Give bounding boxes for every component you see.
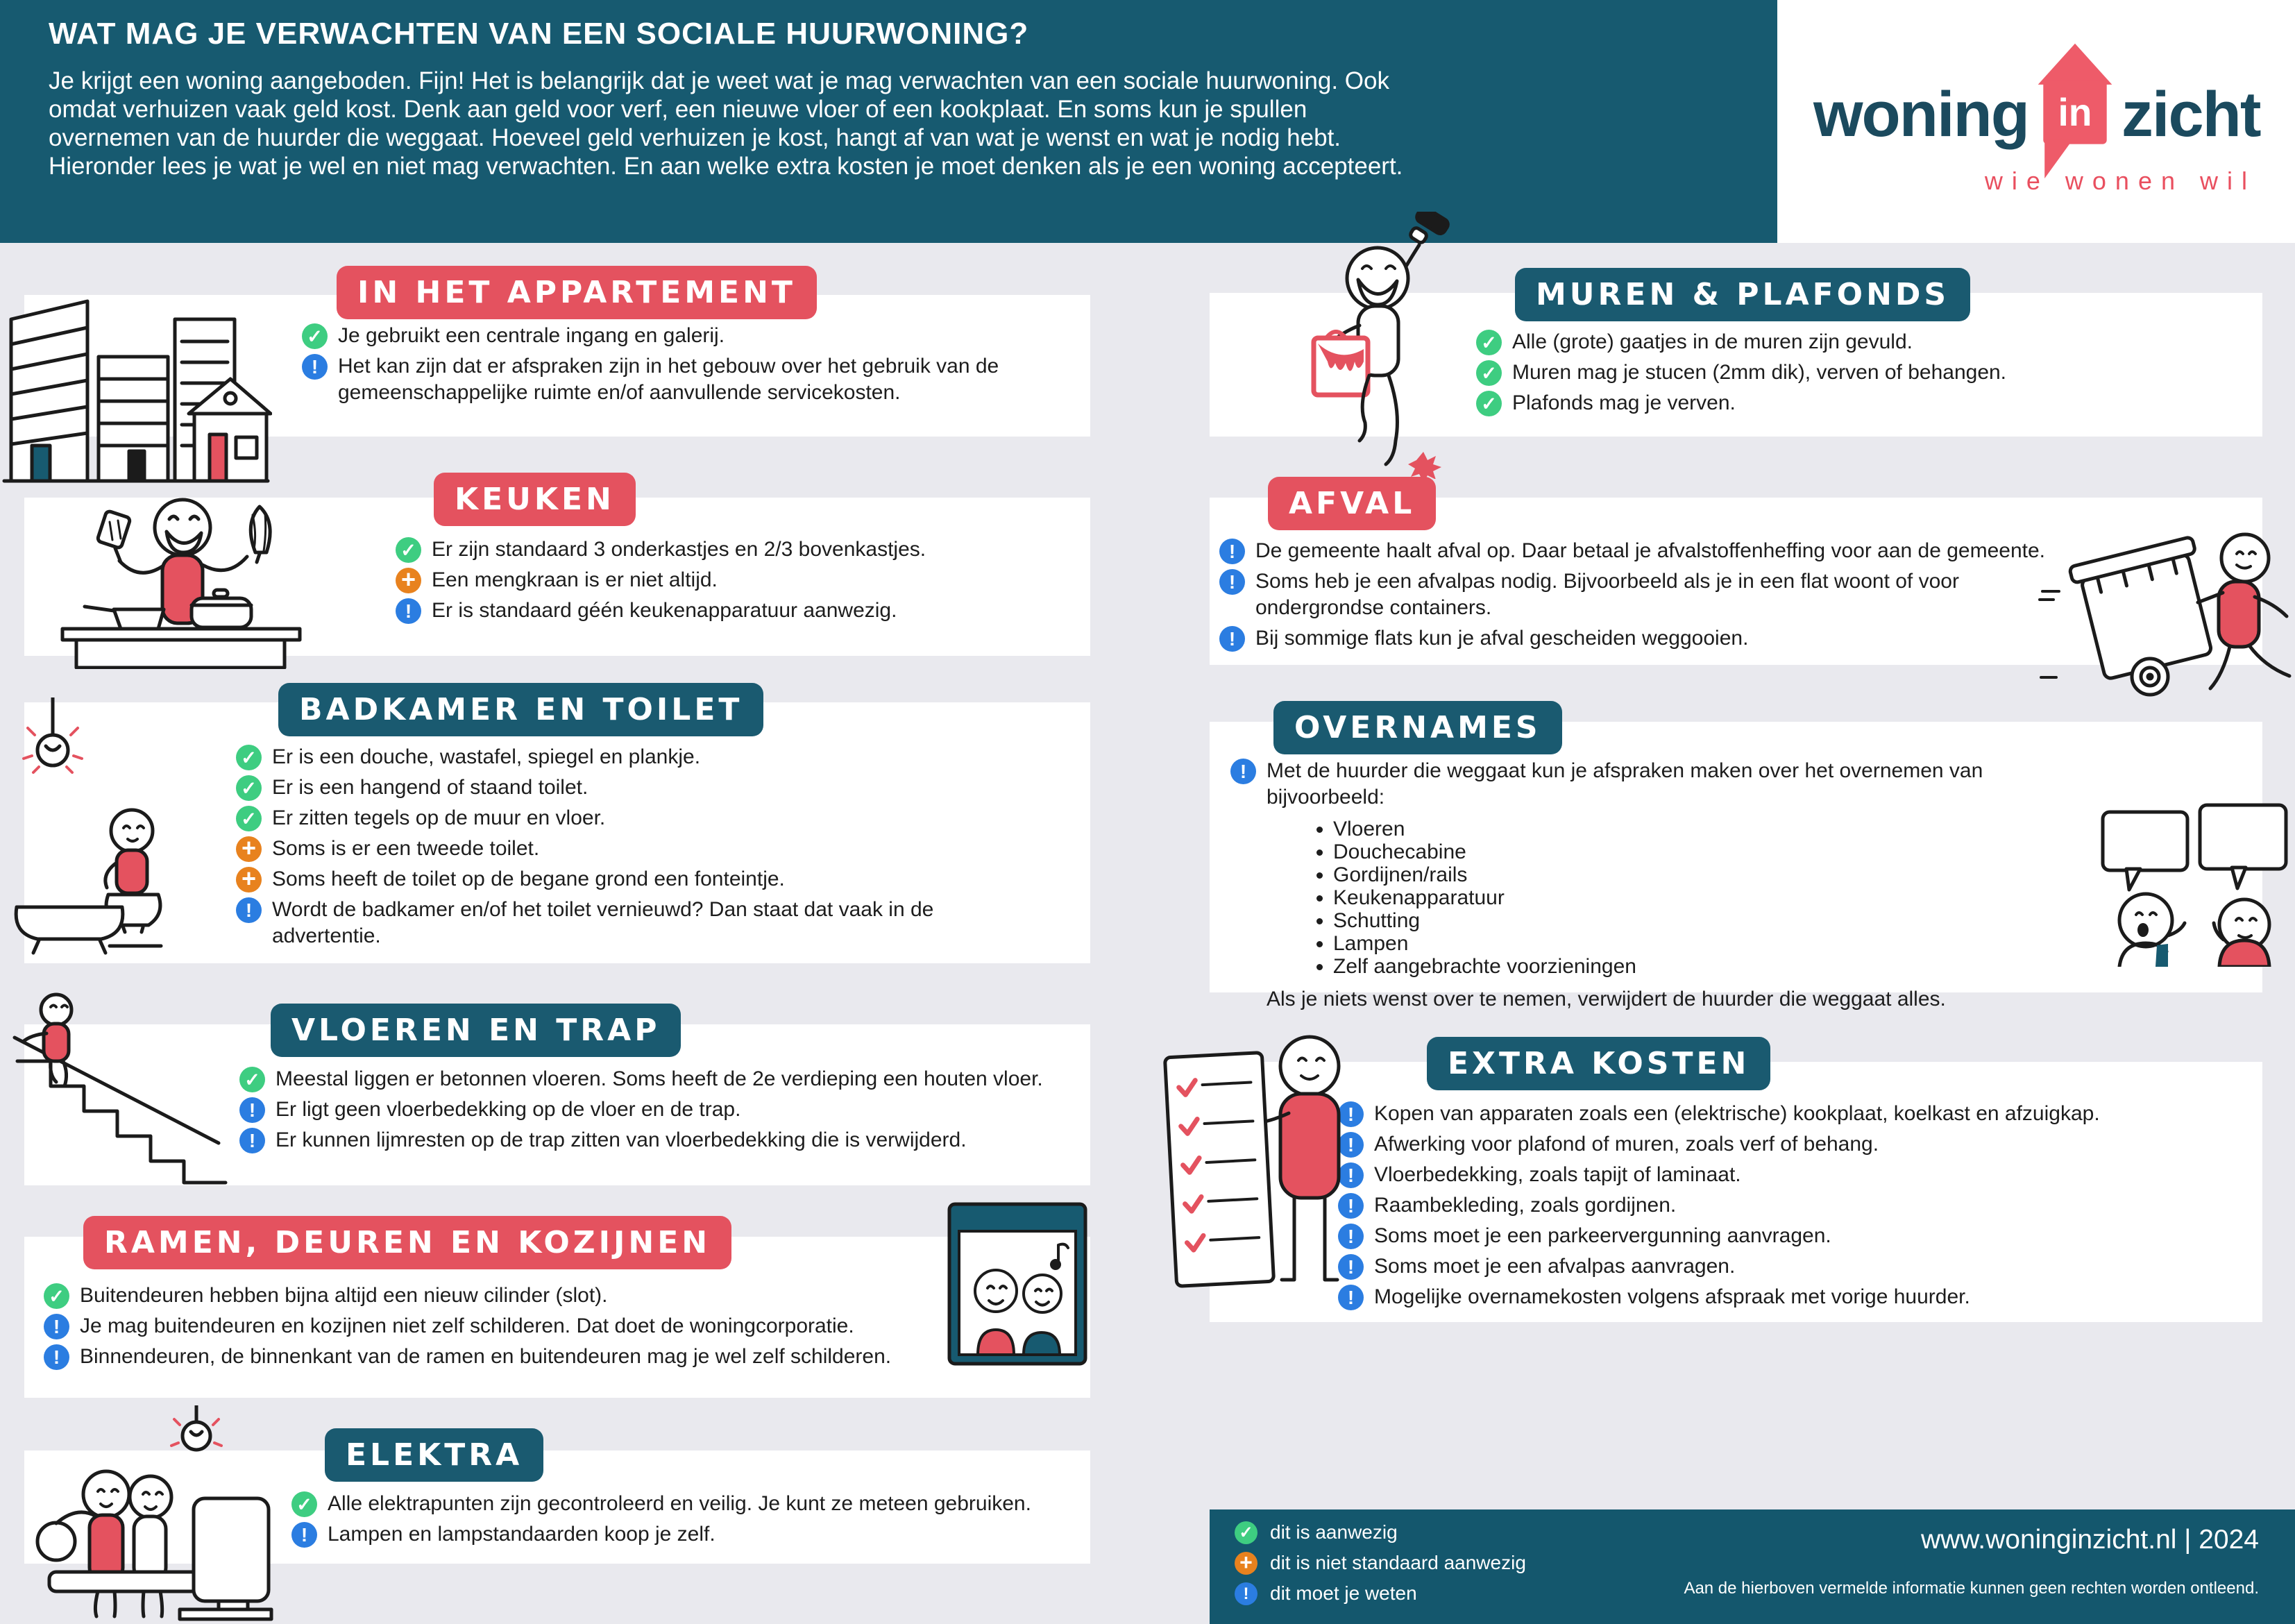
list-item xyxy=(1476,329,2249,355)
info-icon xyxy=(1338,1285,1364,1310)
check-icon xyxy=(1476,391,1502,416)
check-icon xyxy=(236,806,262,831)
item-text: Er is een douche, wastafel, spiegel en plankje. xyxy=(272,745,701,768)
info-icon xyxy=(291,1522,317,1548)
item-text: Er zitten tegels op de muur en vloer. xyxy=(272,806,606,829)
disclaimer-text: Aan de hierboven vermelde informatie kunnen geen rechten worden ontleend. xyxy=(1684,1579,2259,1598)
bullet-item: • Zelf aangebrachte voorzieningen xyxy=(1333,955,2262,978)
item-text: Alle elektrapunten zijn gecontroleerd en veilig. Je kunt ze meteen gebruiken. xyxy=(328,1492,1031,1515)
svg-text:in: in xyxy=(2058,90,2092,134)
section-vloeren-en-trap xyxy=(24,1013,1090,1185)
website-and-year: www.woninginzicht.nl | 2024 xyxy=(1920,1525,2259,1555)
item-text: Er ligt geen vloerbedekking op de vloer en de trap. xyxy=(276,1098,741,1121)
item-text: Een mengkraan is er niet altijd. xyxy=(432,568,718,591)
check-icon xyxy=(1476,330,1502,355)
chip-ramen-deuren-en-kozijnen: RAMEN, DEUREN EN KOZIJNEN xyxy=(83,1216,731,1269)
check-icon xyxy=(291,1491,317,1517)
section-ramen-deuren-en-kozijnen xyxy=(24,1225,1090,1398)
intro-line: Hieronder lees je wat je wel en niet mag verwachten. En aan welke extra kosten je moet denken als je een woning accepteert. xyxy=(49,153,1403,180)
legend-item xyxy=(1235,1551,1526,1575)
legend xyxy=(1235,1521,1526,1605)
item-text: Soms is er een tweede toilet. xyxy=(272,837,540,860)
list-item xyxy=(1476,360,2249,386)
item-text: Soms moet je een afvalpas aanvragen. xyxy=(1374,1255,1736,1278)
item-text: Er is standaard géén keukenapparatuur aanwezig. xyxy=(432,599,897,622)
item-text: Afwerking voor plafond of muren, zoals verf of behang. xyxy=(1374,1133,1879,1156)
list-item xyxy=(396,567,1076,593)
list-item xyxy=(1219,625,2075,652)
list-item xyxy=(236,836,1010,862)
info-icon xyxy=(1219,569,1245,595)
bullet-item: • Schutting xyxy=(1333,909,2262,932)
section-elektra xyxy=(24,1437,1090,1564)
item-text: Wordt de badkamer en/of het toilet vernieuwd? Dan staat dat vaak in de advertentie. xyxy=(272,898,934,947)
info-icon xyxy=(1338,1254,1364,1280)
list-item xyxy=(1230,758,2089,811)
list-item xyxy=(396,536,1076,563)
info-icon xyxy=(1338,1162,1364,1188)
bullet-item: • Douchecabine xyxy=(1333,840,2262,863)
header-banner xyxy=(0,0,1777,243)
legend-label: dit is niet standaard aanwezig xyxy=(1270,1552,1526,1573)
check-icon xyxy=(396,537,421,563)
item-text: Het kan zijn dat er afspraken zijn in het gebouw over het gebruik van de gemeenschappelijke ruimte en/of aanvullende servicekosten. xyxy=(338,355,999,404)
info-icon xyxy=(44,1314,69,1339)
item-text: Soms heeft de toilet op de begane grond een fonteintje. xyxy=(272,868,785,890)
overnames-bullet-list xyxy=(1314,818,2262,978)
item-text: Je mag buitendeuren en kozijnen niet zelf schilderen. Dat doet de woningcorporatie. xyxy=(80,1314,854,1337)
item-text: Er kunnen lijmresten op de trap zitten van vloerbedekking die is verwijderd. xyxy=(276,1128,967,1151)
item-text: De gemeente haalt afval op. Daar betaal je afvalstoffenheffing voor aan de gemeente. xyxy=(1255,539,2046,562)
chip-overnames: OVERNAMES xyxy=(1273,701,1562,754)
list-item xyxy=(291,1491,1076,1517)
plus-icon xyxy=(396,568,421,593)
check-icon xyxy=(236,775,262,801)
item-text: Vloerbedekking, zoals tapijt of laminaat. xyxy=(1374,1163,1741,1186)
info-icon xyxy=(239,1128,265,1153)
item-text: Alle (grote) gaatjes in de muren zijn gevuld. xyxy=(1512,330,1913,353)
info-icon xyxy=(1338,1193,1364,1219)
logo-panel xyxy=(1777,0,2295,243)
item-text: Muren mag je stucen (2mm dik), verven of behangen. xyxy=(1512,361,2007,384)
item-text: Met de huurder die weggaat kun je afspraken maken over het overnemen van bijvoorbeeld: xyxy=(1267,759,1983,809)
info-icon xyxy=(1235,1582,1257,1605)
chip-extra-kosten: EXTRA KOSTEN xyxy=(1427,1037,1770,1090)
item-text: Mogelijke overnamekosten volgens afspraak met vorige huurder. xyxy=(1374,1285,1970,1308)
list-item xyxy=(302,323,1069,349)
section-afval xyxy=(1210,486,2262,665)
list-item xyxy=(302,353,1069,406)
logo-house-icon xyxy=(2034,41,2116,183)
section-extra-kosten xyxy=(1210,1046,2262,1322)
check-icon xyxy=(1235,1521,1257,1544)
info-icon xyxy=(236,897,262,923)
overnames-outro: Als je niets wenst over te nemen, verwijdert de huurder die weggaat alles. xyxy=(1267,988,1946,1010)
list-item xyxy=(236,866,1010,893)
list-item xyxy=(1219,568,2075,621)
list-item xyxy=(1338,1223,2249,1249)
chip-in-het-appartement: IN HET APPARTEMENT xyxy=(337,266,817,319)
info-icon xyxy=(1338,1101,1364,1127)
info-icon xyxy=(1230,759,1256,784)
item-text: Meestal liggen er betonnen vloeren. Soms heeft de 2e verdieping een houten vloer. xyxy=(276,1067,1043,1090)
list-item xyxy=(236,805,1010,831)
item-text: Plafonds mag je verven. xyxy=(1512,391,1736,414)
section-in-het-appartement xyxy=(24,275,1090,437)
check-icon xyxy=(302,323,328,349)
legend-item xyxy=(1235,1521,1526,1544)
item-text: Er zijn standaard 3 onderkastjes en 2/3 bovenkastjes. xyxy=(432,538,926,561)
chip-vloeren-en-trap: VLOEREN EN TRAP xyxy=(271,1004,681,1057)
item-text: Je gebruikt een centrale ingang en galerij. xyxy=(338,324,725,347)
woninginzicht-logo xyxy=(1813,56,2260,174)
item-text: Kopen van apparaten zoals een (elektrische) kookplaat, koelkast en afzuigkap. xyxy=(1374,1102,2100,1125)
item-text: Bij sommige flats kun je afval gescheiden weggooien. xyxy=(1255,627,1749,650)
list-item xyxy=(1338,1162,2249,1188)
intro-line: Je krijgt een woning aangeboden. Fijn! Het is belangrijk dat je weet wat je mag verwachten van een sociale huurwoning. Ook xyxy=(49,67,1389,94)
section-muren-en-plafonds xyxy=(1210,277,2262,437)
list-item xyxy=(1338,1192,2249,1219)
info-icon xyxy=(1219,626,1245,652)
bullet-item: • Keukenapparatuur xyxy=(1333,886,2262,909)
section-overnames xyxy=(1210,710,2262,1010)
chip-afval: AFVAL xyxy=(1268,477,1436,530)
page-title: WAT MAG JE VERWACHTEN VAN EEN SOCIALE HUURWONING? xyxy=(49,17,1029,51)
list-item xyxy=(239,1127,1083,1153)
list-item xyxy=(1476,390,2249,416)
list-item xyxy=(44,1283,962,1309)
legend-label: dit is aanwezig xyxy=(1270,1521,1398,1543)
info-icon xyxy=(1219,539,1245,564)
chip-badkamer-en-toilet: BADKAMER EN TOILET xyxy=(278,683,763,736)
logo-word-zicht: zicht xyxy=(2121,78,2260,150)
legend-label: dit moet je weten xyxy=(1270,1582,1417,1604)
check-icon xyxy=(44,1283,69,1309)
info-icon xyxy=(239,1097,265,1123)
intro-line: omdat verhuizen vaak geld kost. Denk aan geld voor verf, een nieuwe vloer of een kookplaat. En soms kun je spullen xyxy=(49,96,1307,123)
check-icon xyxy=(239,1067,265,1092)
item-text: Soms moet je een parkeervergunning aanvragen. xyxy=(1374,1224,1831,1247)
list-item xyxy=(236,775,1010,801)
list-item xyxy=(239,1066,1083,1092)
chip-keuken: KEUKEN xyxy=(434,473,636,526)
legend-item xyxy=(1235,1582,1526,1605)
bullet-item: • Gordijnen/rails xyxy=(1333,863,2262,886)
item-list xyxy=(24,702,1090,949)
footer-panel xyxy=(1210,1509,2295,1624)
list-item xyxy=(1338,1101,2249,1127)
chip-muren-en-plafonds: MUREN & PLAFONDS xyxy=(1515,268,1970,321)
info-icon xyxy=(396,598,421,624)
list-item xyxy=(44,1313,962,1339)
item-text: Buitendeuren hebben bijna altijd een nieuw cilinder (slot). xyxy=(80,1284,608,1307)
list-item xyxy=(396,598,1076,624)
logo-tagline: wie wonen wil xyxy=(1984,167,2256,195)
info-icon xyxy=(302,354,328,380)
list-item xyxy=(236,744,1010,770)
info-icon xyxy=(44,1344,69,1370)
list-item xyxy=(1338,1284,2249,1310)
section-keuken xyxy=(24,482,1090,656)
item-list xyxy=(24,1450,1090,1548)
item-list xyxy=(1210,1062,2262,1310)
item-text: Lampen en lampstandaarden koop je zelf. xyxy=(328,1523,715,1546)
logo-word-woning: woning xyxy=(1813,78,2029,150)
list-item xyxy=(239,1097,1083,1123)
list-item xyxy=(291,1521,1076,1548)
list-item xyxy=(44,1344,962,1370)
item-text: Binnendeuren, de binnenkant van de ramen en buitendeuren mag je wel zelf schilderen. xyxy=(80,1345,892,1368)
item-text: Soms heb je een afvalpas nodig. Bijvoorbeeld als je in een flat woont of voor ondergrondse containers. xyxy=(1255,570,1959,619)
list-item xyxy=(1338,1253,2249,1280)
list-item xyxy=(236,897,1010,949)
plus-icon xyxy=(1235,1552,1257,1575)
info-icon xyxy=(1338,1224,1364,1249)
plus-icon xyxy=(236,836,262,862)
item-text: Raambekleding, zoals gordijnen. xyxy=(1374,1194,1677,1217)
bullet-item: • Vloeren xyxy=(1333,818,2262,840)
bullet-item: • Lampen xyxy=(1333,932,2262,955)
item-text: Er is een hangend of staand toilet. xyxy=(272,776,588,799)
list-item xyxy=(1338,1131,2249,1158)
list-item xyxy=(1219,538,2075,564)
intro-line: overnemen van de huurder die weggaat. Hoeveel geld verhuizen je kost, hangt af van wat je wenst en wat je nodig hebt. xyxy=(49,124,1341,151)
section-badkamer-en-toilet xyxy=(24,692,1090,963)
check-icon xyxy=(236,745,262,770)
plus-icon xyxy=(236,867,262,893)
info-icon xyxy=(1338,1132,1364,1158)
chip-elektra: ELEKTRA xyxy=(325,1428,543,1482)
check-icon xyxy=(1476,360,1502,386)
intro-paragraph xyxy=(49,67,1756,180)
